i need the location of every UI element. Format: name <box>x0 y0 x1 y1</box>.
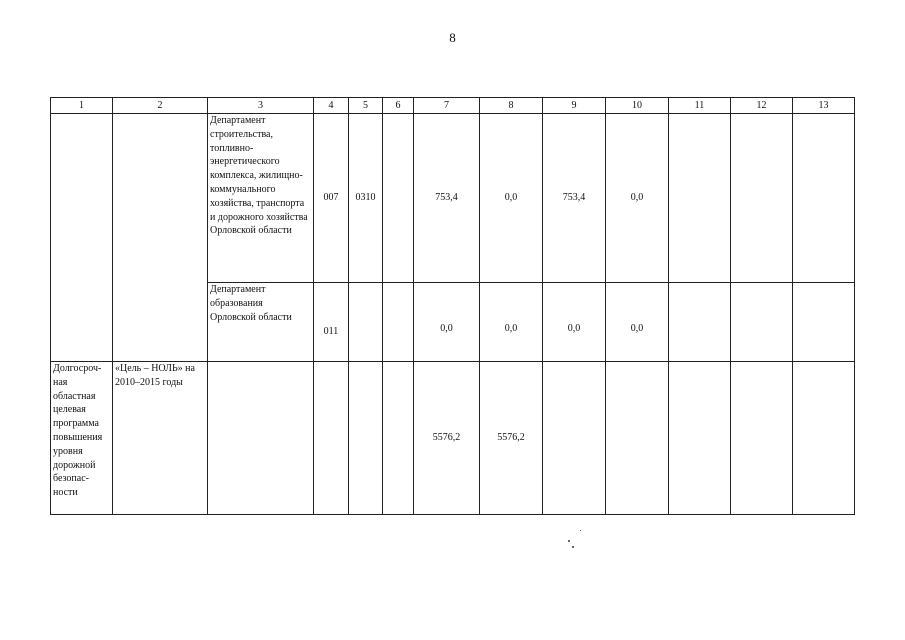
col13-cell <box>793 114 855 283</box>
section-code-cell <box>349 362 383 515</box>
amount-col8-cell <box>480 283 543 362</box>
subprogram-cell <box>113 114 208 362</box>
column-header-12: 12 <box>731 98 793 114</box>
department-cell: Департамент строительства, топливно-энергетического комплекса, жилищно-коммунального хозяйства, транспорта и дорожного хозяйства Орловской области <box>208 114 314 283</box>
page-number: 8 <box>449 30 456 45</box>
amount-col10-value: 0,0 <box>630 323 644 335</box>
col11-cell <box>669 283 731 362</box>
budget-table <box>50 97 855 515</box>
amount-col8-value: 0,0 <box>504 323 518 335</box>
amount-col10-cell <box>606 362 669 515</box>
column-header-11: 11 <box>669 98 731 114</box>
col13-cell <box>793 362 855 515</box>
amount-col7-value: 0,0 <box>440 323 453 335</box>
col6-cell <box>383 114 414 283</box>
col11-cell <box>669 114 731 283</box>
department-code-cell <box>314 362 349 515</box>
column-header-1: 1 <box>51 98 113 114</box>
amount-col10-cell <box>606 283 669 362</box>
column-header-7: 7 <box>414 98 480 114</box>
subprogram-cell: «Цель – НОЛЬ» на 2010–2015 годы <box>113 362 208 515</box>
section-code-cell: 0310 <box>349 114 383 283</box>
amount-col10-cell: 0,0 <box>606 114 669 283</box>
col6-cell <box>383 283 414 362</box>
program-cell <box>51 114 113 362</box>
col12-cell <box>731 114 793 283</box>
amount-col9-cell: 753,4 <box>543 114 606 283</box>
program-cell: Долгосроч-ная областная целевая программа повышения уровня дорожной безопас-ности <box>51 362 113 515</box>
table-row <box>51 362 855 515</box>
section-code-cell <box>349 283 383 362</box>
col12-cell <box>731 362 793 515</box>
col6-cell <box>383 362 414 515</box>
amount-col8-cell: 0,0 <box>480 114 543 283</box>
department-code-value: 011 <box>323 326 339 338</box>
scan-speck <box>580 530 581 531</box>
table-row <box>51 114 855 283</box>
amount-col8-cell: 5576,2 <box>480 362 543 515</box>
column-header-2: 2 <box>113 98 208 114</box>
col13-cell <box>793 283 855 362</box>
column-header-8: 8 <box>480 98 543 114</box>
header-row <box>51 98 855 114</box>
column-header-4: 4 <box>314 98 349 114</box>
scan-speck <box>568 540 570 542</box>
amount-col7-cell: 753,4 <box>414 114 480 283</box>
column-header-5: 5 <box>349 98 383 114</box>
department-cell <box>208 362 314 515</box>
department-cell: Департамент образования Орловской области <box>208 283 314 362</box>
scan-speck <box>572 546 574 548</box>
amount-col9-cell <box>543 283 606 362</box>
column-header-6: 6 <box>383 98 414 114</box>
col12-cell <box>731 283 793 362</box>
column-header-3: 3 <box>208 98 314 114</box>
amount-col9-cell <box>543 362 606 515</box>
department-code-cell <box>314 283 349 362</box>
column-header-10: 10 <box>606 98 669 114</box>
col11-cell <box>669 362 731 515</box>
column-header-13: 13 <box>793 98 855 114</box>
column-header-9: 9 <box>543 98 606 114</box>
department-code-cell: 007 <box>314 114 349 283</box>
amount-col7-cell: 5576,2 <box>414 362 480 515</box>
amount-col9-value: 0,0 <box>567 323 581 335</box>
amount-col7-cell <box>414 283 480 362</box>
